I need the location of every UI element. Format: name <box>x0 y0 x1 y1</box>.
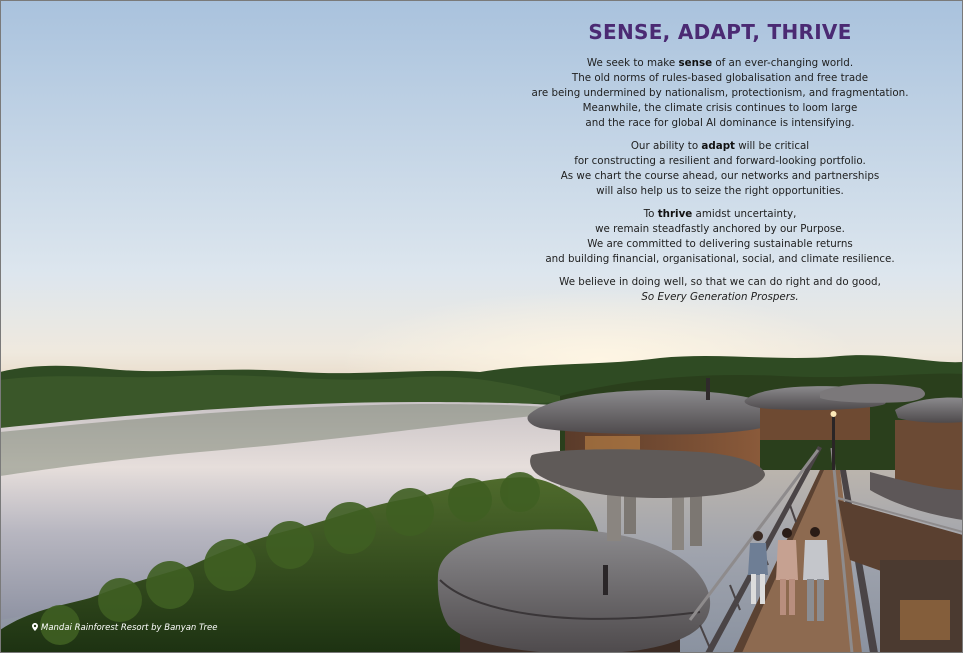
statement-line <box>520 154 920 169</box>
statement-line <box>520 169 920 184</box>
text-run: and the race for global AI dominance is intensifying. <box>585 117 855 129</box>
statement-line <box>520 86 920 101</box>
text-run: The old norms of rules-based globalisation and free trade <box>571 72 869 84</box>
statement-line <box>520 116 920 131</box>
page-title: SENSE, ADAPT, THRIVE <box>588 20 852 44</box>
tagline: So Every Generation Prospers. <box>641 291 799 303</box>
statement-line <box>520 252 920 267</box>
statement-line <box>520 237 920 252</box>
statement-line <box>520 184 920 199</box>
statement-line <box>520 222 920 237</box>
statement-paragraph <box>520 56 920 131</box>
text-run: Meanwhile, the climate crisis continues to loom large <box>582 102 858 114</box>
keyword-emphasis: sense <box>678 57 713 69</box>
text-run: We are committed to delivering sustainable returns <box>587 238 853 250</box>
statement-line <box>520 275 920 290</box>
text-run: As we chart the course ahead, our networks and partnerships <box>560 170 880 182</box>
statement-line <box>520 139 920 154</box>
text-run: will also help us to seize the right opportunities. <box>596 185 844 197</box>
text-run: will be critical <box>734 140 810 152</box>
statement-paragraph <box>520 139 920 199</box>
statement-block <box>520 20 920 313</box>
text-run: we remain steadfastly anchored by our Purpose. <box>595 223 845 235</box>
statement-line <box>520 71 920 86</box>
text-run: are being undermined by nationalism, protectionism, and fragmentation. <box>531 87 909 99</box>
text-run: amidst uncertainty, <box>692 208 797 220</box>
statement-line <box>520 56 920 71</box>
text-run: We believe in doing well, so that we can do right and do good, <box>559 276 881 288</box>
text-run: To <box>643 208 658 220</box>
statement-line <box>520 101 920 116</box>
statement-line <box>520 290 920 305</box>
caption-text: Mandai Rainforest Resort by Banyan Tree <box>41 623 218 633</box>
text-run: Our ability to <box>630 140 702 152</box>
location-pin-icon <box>32 623 38 631</box>
statement-line <box>520 207 920 222</box>
statement-paragraphs <box>520 56 920 305</box>
statement-paragraph <box>520 275 920 305</box>
text-run: and building financial, organisational, social, and climate resilience. <box>545 253 895 265</box>
pod-villa-front <box>438 529 710 653</box>
statement-paragraph <box>520 207 920 267</box>
photo-caption <box>32 623 218 633</box>
text-run: We seek to make <box>586 57 679 69</box>
keyword-emphasis: thrive <box>657 208 693 220</box>
keyword-emphasis: adapt <box>701 140 735 152</box>
text-run: for constructing a resilient and forward-looking portfolio. <box>574 155 866 167</box>
text-run: of an ever-changing world. <box>712 57 854 69</box>
